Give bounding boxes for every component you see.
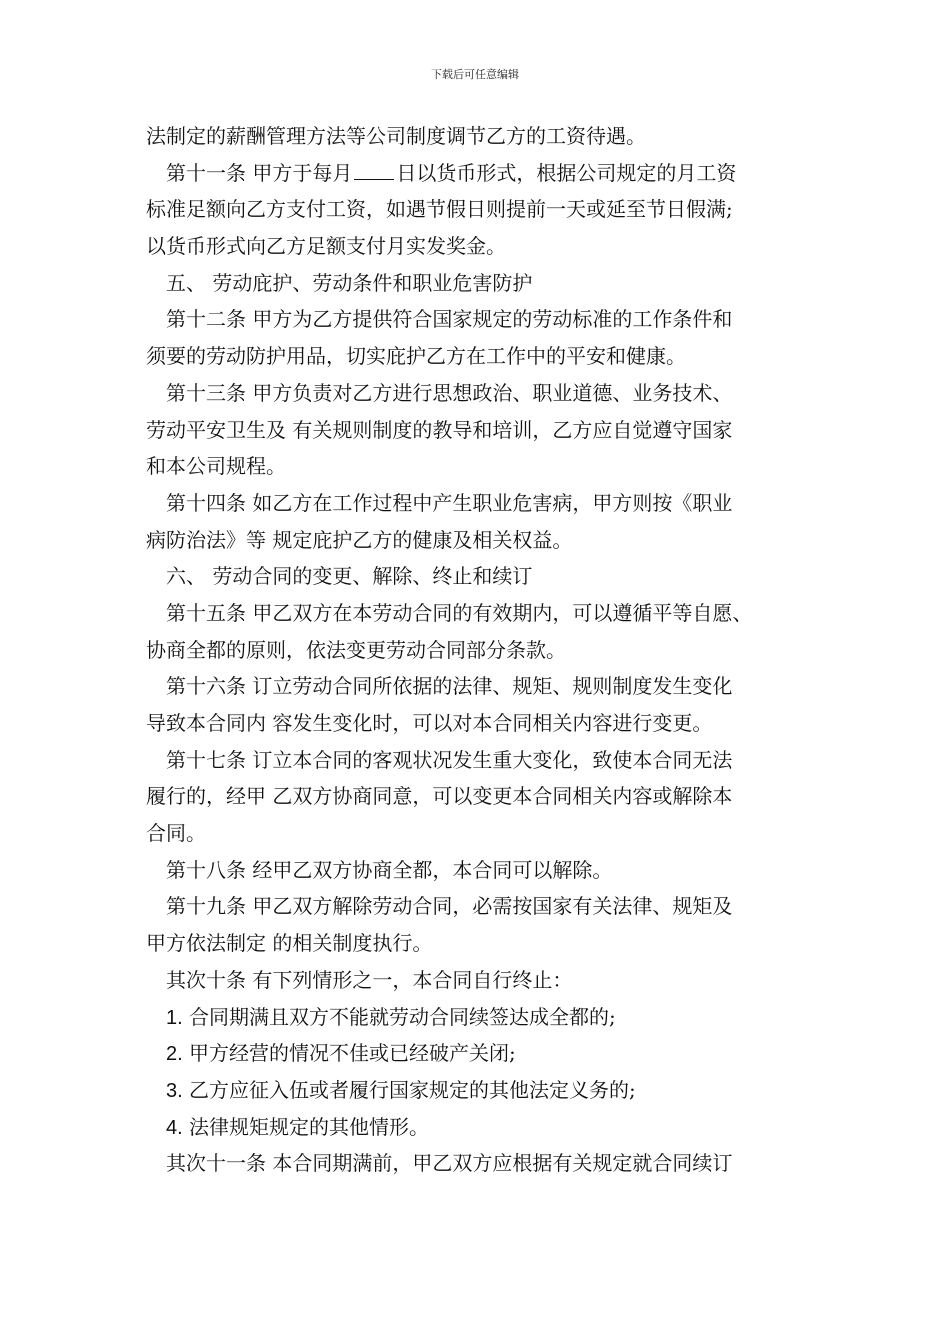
section-heading: 六、 劳动合同的变更、解除、终止和续订 bbox=[166, 564, 533, 589]
list-text: 合同期满且双方不能就劳动合同续签达成全都的; bbox=[189, 1004, 616, 1029]
clause-11 bbox=[146, 155, 826, 192]
page-header: 下载后可任意编辑 bbox=[431, 68, 519, 81]
blank-underline bbox=[354, 161, 394, 180]
text-line: 导致本合同内 容发生变化时，可以对本合同相关内容进行变更。 bbox=[146, 711, 713, 735]
contract-body bbox=[146, 118, 826, 1182]
text-segment: 日以货币形式，根据公司规定的月工资 bbox=[396, 160, 737, 185]
clause-13: 第十三条 甲方负责对乙方进行思想政治、职业道德、业务技术、 bbox=[166, 380, 733, 405]
clause-17: 第十七条 订立本合同的客观状况发生重大变化，致使本合同无法 bbox=[166, 747, 733, 772]
list-item bbox=[146, 999, 826, 1036]
text-line: 以货币形式向乙方足额支付月实发奖金。 bbox=[146, 234, 506, 259]
clause-15: 第十五条 甲乙双方在本劳动合同的有效期内，可以遵循平等自愿、 bbox=[166, 600, 753, 625]
text-line: 须要的劳动防护用品，切实庇护乙方在工作中的平安和健康。 bbox=[146, 344, 686, 369]
text-line: 协商全都的原则，依法变更劳动合同部分条款。 bbox=[146, 637, 566, 662]
text-line: 和本公司规程。 bbox=[146, 454, 286, 479]
text-line: 履行的，经甲 乙双方协商同意，可以变更本合同相关内容或解除本 bbox=[146, 784, 733, 809]
clause-18: 第十八条 经甲乙双方协商全都，本合同可以解除。 bbox=[166, 857, 613, 882]
list-item bbox=[146, 1072, 826, 1109]
text-line: 法制定的薪酬管理方法等公司制度调节乙方的工资待遇。 bbox=[146, 124, 646, 148]
list-number: 2. bbox=[166, 1043, 183, 1066]
clause-14: 第十四条 如乙方在工作过程中产生职业危害病，甲方则按《职业 bbox=[166, 490, 733, 515]
list-item bbox=[146, 1035, 826, 1072]
list-text: 法律规矩规定的其他情形。 bbox=[189, 1114, 430, 1139]
clause-12: 第十二条 甲方为乙方提供符合国家规定的劳动标准的工作条件和 bbox=[166, 307, 733, 332]
text-line: 合同。 bbox=[146, 821, 206, 846]
list-item bbox=[146, 1109, 826, 1146]
text-line: 甲方依法制定 的相关制度执行。 bbox=[146, 931, 433, 956]
section-heading: 五、 劳动庇护、劳动条件和职业危害防护 bbox=[166, 270, 533, 295]
text-line: 标准足额向乙方支付工资，如遇节假日则提前一天或延至节日假满; bbox=[146, 197, 733, 222]
list-number: 1. bbox=[166, 1006, 183, 1029]
clause-16: 第十六条 订立劳动合同所依据的法律、规矩、规则制度发生变化 bbox=[166, 674, 733, 699]
list-text: 甲方经营的情况不佳或已经破产关闭; bbox=[189, 1041, 516, 1066]
text-line: 病防治法》等 规定庇护乙方的健康及相关权益。 bbox=[146, 527, 573, 552]
text-line: 劳动平安卫生及 有关规则制度的教导和培训，乙方应自觉遵守国家 bbox=[146, 417, 733, 442]
text-segment: 第十一条 甲方于每月 bbox=[166, 160, 353, 185]
clause-20: 其次十条 有下列情形之一，本合同自行终止： bbox=[166, 967, 573, 992]
list-number: 3. bbox=[166, 1079, 183, 1102]
list-number: 4. bbox=[166, 1116, 183, 1139]
list-text: 乙方应征入伍或者履行国家规定的其他法定义务的; bbox=[189, 1077, 636, 1102]
clause-19: 第十九条 甲乙双方解除劳动合同，必需按国家有关法律、规矩及 bbox=[166, 894, 733, 919]
clause-21: 其次十一条 本合同期满前，甲乙双方应根据有关规定就合同续订 bbox=[166, 1151, 733, 1176]
